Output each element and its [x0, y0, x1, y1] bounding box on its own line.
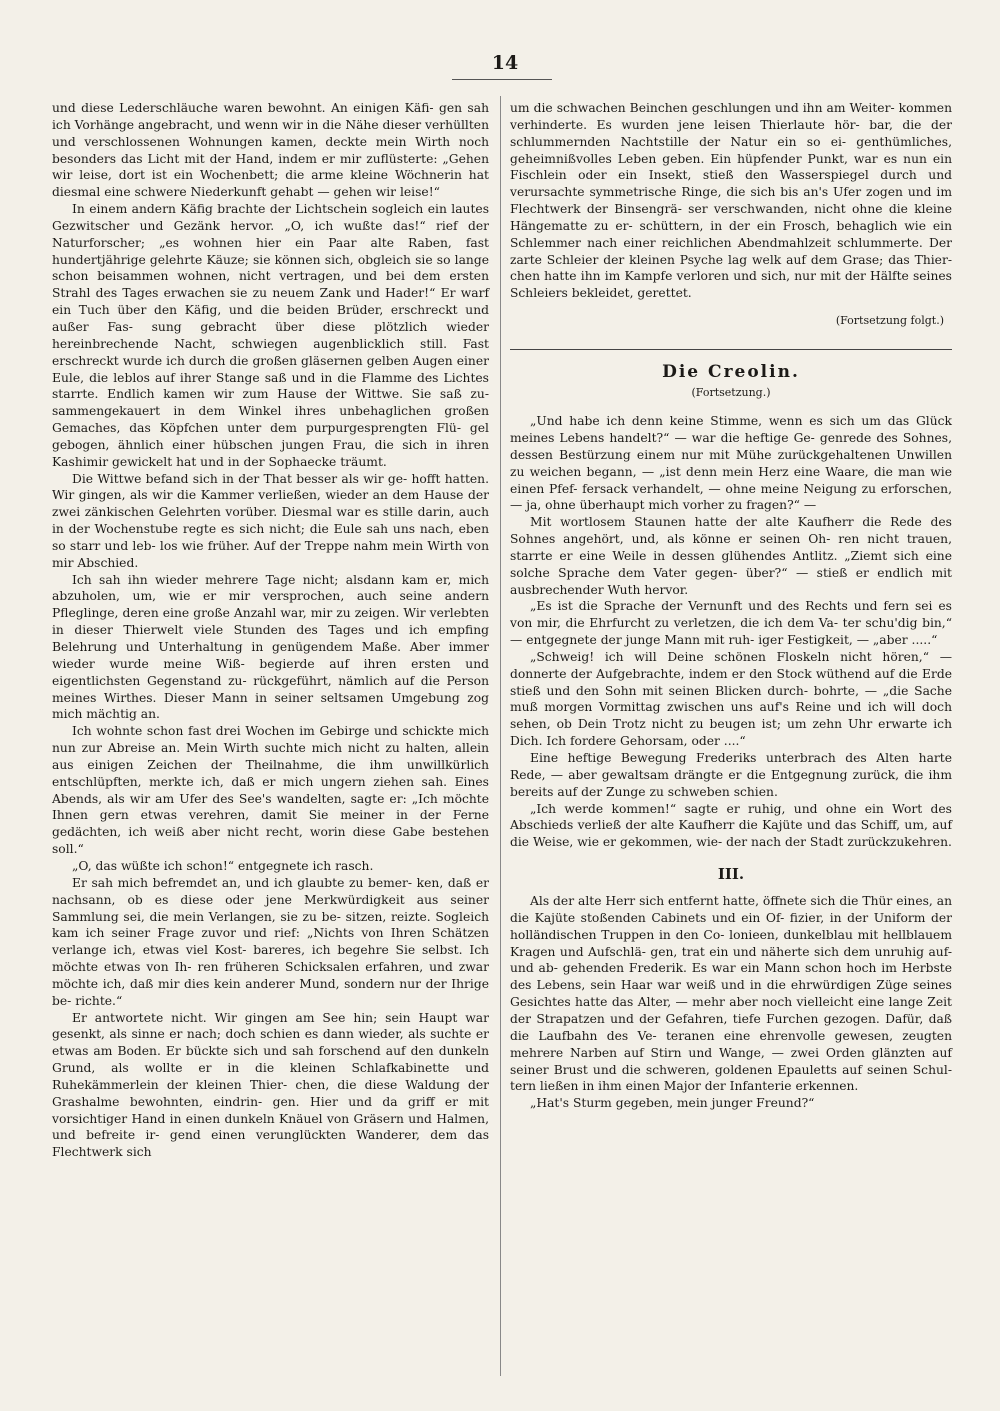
paragraph: Als der alte Herr sich entfernt hatte, öffnete sich die Thür eines, an die Kajüte stoßenden Cabinets und ein Of- fizier, in der Uniform der holländischen Truppen in den Co- lonieen, dunkelblau mit hellblauem Kragen und Aufschlä- gen, trat ein und näherte sich dem unruhig auf- und ab- gehenden Frederik. Es war ein Mann schon hoch im Herbste des Lebens, sein Haar war weiß und in die ehrwürdigen Züge seines Gesichtes hatte das Alter, — mehr aber noch vielleicht eine lange Zeit der Strapatzen und der Gefahren, tiefe Furchen gezogen. Dafür, daß die Laufbahn des Ve- teranen eine ehrenvolle gewesen, zeugten mehrere Narben auf Stirn und Wange, — zwei Orden glänzten auf seiner Brust und die schweren, goldenen Epauletts auf seinen Schul- tern ließen in ihm einen Major der Infanterie erkennen. — [510, 894, 952, 1094]
paragraph: „Und habe ich denn keine Stimme, wenn es sich um das Glück meines Lebens handelt?“ — war die heftige Ge- genrede des Sohnes, dessen Bestürzung einem nur mit Mühe zurückgehaltenen Unwillen zu weichen begann, — „ist denn mein Herz eine Waare, die man wie einen Pfef- fersack verhandelt, — ohne meine Neigung zu erforschen, — ja, ohne überhaupt mich vorher zu fragen?“ — — [510, 414, 952, 513]
paragraph: und diese Lederschläuche waren bewohnt. An einigen Käfi- gen sah ich Vorhänge angebracht, und wenn wir in die Nähe dieser verhüllten und verschlossenen Wohnungen kamen, deckte mein Wirth noch besonders das Licht mit der Hand, indem er mir zuflüsterte: „Gehen wir leise, dort ist ein Wochenbett; die arme kleine Wöchnerin hat diesmal eine schwere Niederkunft gehabt — gehen wir leise!“ — [52, 101, 489, 200]
paragraph: „Hat's Sturm gegeben, mein junger Freund?“ — [530, 1096, 815, 1111]
paragraph: „Ich werde kommen!“ sagte er ruhig, und ohne ein Wort des Abschieds verließ der alte Kaufherr die Kajüte und das Schiff, um, auf die Weise, wie er gekommen, wie- der nach der Stadt zurückzukehren. — [510, 801, 952, 850]
page-number: 14 — [491, 52, 519, 74]
section-rule — [510, 349, 952, 350]
paragraph: Die Wittwe befand sich in der That besser als wir ge- hofft hatten. Wir gingen, als wir die Kammer verließen, wieder an dem Hause der zwei zänkischen Gelehrten vorüber. Diesmal war es stille darin, auch in der Wochenstube regte es sich nicht; die Eule sah uns nach, eben so starr und leb- los wie früher. Auf der Treppe nahm mein Wirth von mir Abschied. — [52, 471, 489, 570]
paragraph: um die schwachen Beinchen geschlungen und ihn am Weiter- kommen verhinderte. Es wurden jene leisen Thierlaute hör- bar, die der schlummernden Nachtstille der Natur ein so ei- genthümliches, geheimnißvolles Leben geben. Ein hüpfender Punkt, war es nun ein Fischlein oder ein Insekt, stieß den Wasserspiegel durch und verursachte symmetrische Ringe, die sich bis an's Ufer zogen und im Flechtwerk der Binsengrä- ser verschwanden, nicht ohne die kleine Hängematte zu er- schüttern, in der ein Frosch, behaglich wie ein Schlemmer nach einer reichlichen Abendmahlzeit schlummerte. Der zarte Schleier der kleinen Psyche lag welk auf dem Grase; das Thier- chen hatte ihn im Kampfe verloren und sich, nur mit der Hälfte seines Schleiers bekleidet, gerettet. — [510, 101, 952, 301]
continuation-note: (Fortsetzung folgt.) — [835, 314, 944, 328]
paragraph: Er sah mich befremdet an, und ich glaubte zu bemer- ken, daß er nachsann, ob es diese oder jene Merkwürdigkeit aus seiner Sammlung sei, die mein Verlangen, sie zu be- sitzen, reizte. Sogleich kam ich seiner Frage zuvor und rief: „Nichts von Ihren Schätzen verlange ich, etwas viel Kost- bareres, ich begehre Sie selbst. Ich möchte etwas von Ih- ren früheren Schicksalen erfahren, und zwar möchte ich, daß mir dies kein anderer Mund, sondern nur der Ihrige be- richte.“ — [52, 875, 489, 1008]
paragraph: Ich wohnte schon fast drei Wochen im Gebirge und schickte mich nun zur Abreise an. Mein Wirth suchte mich nicht zu halten, allein aus einigen Zeichen der Theilnahme, die ihm unwillkürlich entschlüpften, merkte ich, daß er mich ungern ziehen sah. Eines Abends, als wir am Ufer des See's wandelten, sagte er: „Ich möchte Ihnen gern etwas verehren, damit Sie meiner in der Ferne gedächten, ich weiß aber nicht recht, worin diese Gabe bestehen soll.“ — [52, 724, 489, 857]
header-rule — [452, 79, 552, 80]
paragraph: In einem andern Käfig brachte der Lichtschein sogleich ein lautes Gezwitscher und Gezänk hervor. „O, ich wußte das!“ rief der Naturforscher; „es wohnen hier ein Paar alte Raben, fast hundertjährige gelehrte Käuze; sie können sich, obgleich sie so lange schon beisammen wohnen, nicht vertragen, und bei dem ersten Strahl des Tages erwachen sie zu neuem Zank und Hader!“ Er warf ein Tuch über den Käfig, und die beiden Brüder, erschreckt und außer Fas- sung gebracht über diese plötzlich wieder hereinbrechende Nacht, schwiegen augenblicklich still. Fast erschreckt wurde ich durch die großen gläsernen gelben Augen einer Eule, die leblos auf ihrer Stange saß und in die Flamme des Lichtes starrte. Endlich kamen wir zum Hause der Wittwe. Sie saß zu- sammengekauert in dem Winkel ihres unbehaglichen großen Gemaches, das Köpfchen unter dem purpurgesprengten Flü- gel gebogen, ähnlich einer hübschen jungen Frau, die sich in ihren Kashimir gewickelt hat und in der Sophaecke träumt. — [52, 202, 489, 469]
story-subtitle: (Fortsetzung.) — [691, 386, 771, 400]
section-number: III. — [717, 865, 745, 884]
paragraph: „Es ist die Sprache der Vernunft und des Rechts und fern sei es von mir, die Ehrfurcht zu verletzen, die ich dem Va- ter schu'dig bin,“ — entgegnete der junge Mann mit ruh- iger Festigkeit, — „aber .....“ — [510, 599, 952, 648]
paragraph: „O, das wüßte ich schon!“ entgegnete ich rasch. — [72, 858, 374, 873]
paragraph: Ich sah ihn wieder mehrere Tage nicht; alsdann kam er, mich abzuholen, um, wie er mir versprochen, auch seine andern Pfleglinge, deren eine große Anzahl war, mir zu zeigen. Wir verlebten in dieser Thierwelt viele Stunden des Tages und ich empfing Belehrung und Unterhaltung in genügendem Maße. Aber immer wieder wurde meine Wiß- begierde auf ihren ersten und eigentlichsten Gegenstand zu- rückgeführt, nämlich auf die Person meines Wirthes. Dieser Mann in seiner seltsamen Umgebung zog mich mächtig an. — [52, 572, 489, 722]
paragraph: „Schweig! ich will Deine schönen Floskeln nicht hören,“ — donnerte der Aufgebrachte, indem er den Stock wüthend auf die Erde stieß und den Sohn mit seinen Blicken durch- bohrte, — „die Sache muß morgen Vormittag zwischen uns auf's Reine und ich will doch sehen, ob Dein Trotz nicht zu beugen ist; um zehn Uhr erwarte ich Dich. Ich fordere Gehorsam, oder ....“ — [510, 649, 952, 749]
story-title: Die Creolin. — [662, 362, 800, 383]
paragraph: Eine heftige Bewegung Frederiks unterbrach des Alten harte Rede, — aber gewaltsam drängte er die Entgegnung zurück, die ihm bereits auf der Zunge zu schweben schien. — [510, 751, 952, 799]
right-column — [510, 100, 952, 1112]
paragraph: Er antwortete nicht. Wir gingen am See hin; sein Haupt war gesenkt, als sinne er nach; doch schien es dann wieder, als suchte er etwas am Boden. Er bückte sich und sah forschend auf den dunkeln Grund, als wollte er in die kleinen Schlafkabinette und Ruhekämmerlein der kleinen Thier- chen, die diese Waldung der Grashalme bewohnten, eindrin- gen. Hier und da griff er mit vorsichtiger Hand in einen dunkeln Knäuel von Gräsern und Halmen, und befreite ir- gend einen verunglückten Wanderer, dem das Flechtwerk sich — [52, 1010, 489, 1160]
left-column — [52, 100, 489, 1161]
column-divider — [500, 96, 501, 1376]
paragraph: Mit wortlosem Staunen hatte der alte Kaufherr die Rede des Sohnes angehört, und, als könne er seinen Oh- ren nicht trauen, starrte er eine Weile in dessen glühendes Antlitz. „Ziemt sich eine solche Sprache dem Vater gegen- über?“ — stieß er endlich mit ausbrechender Wuth hervor. — [510, 515, 952, 597]
